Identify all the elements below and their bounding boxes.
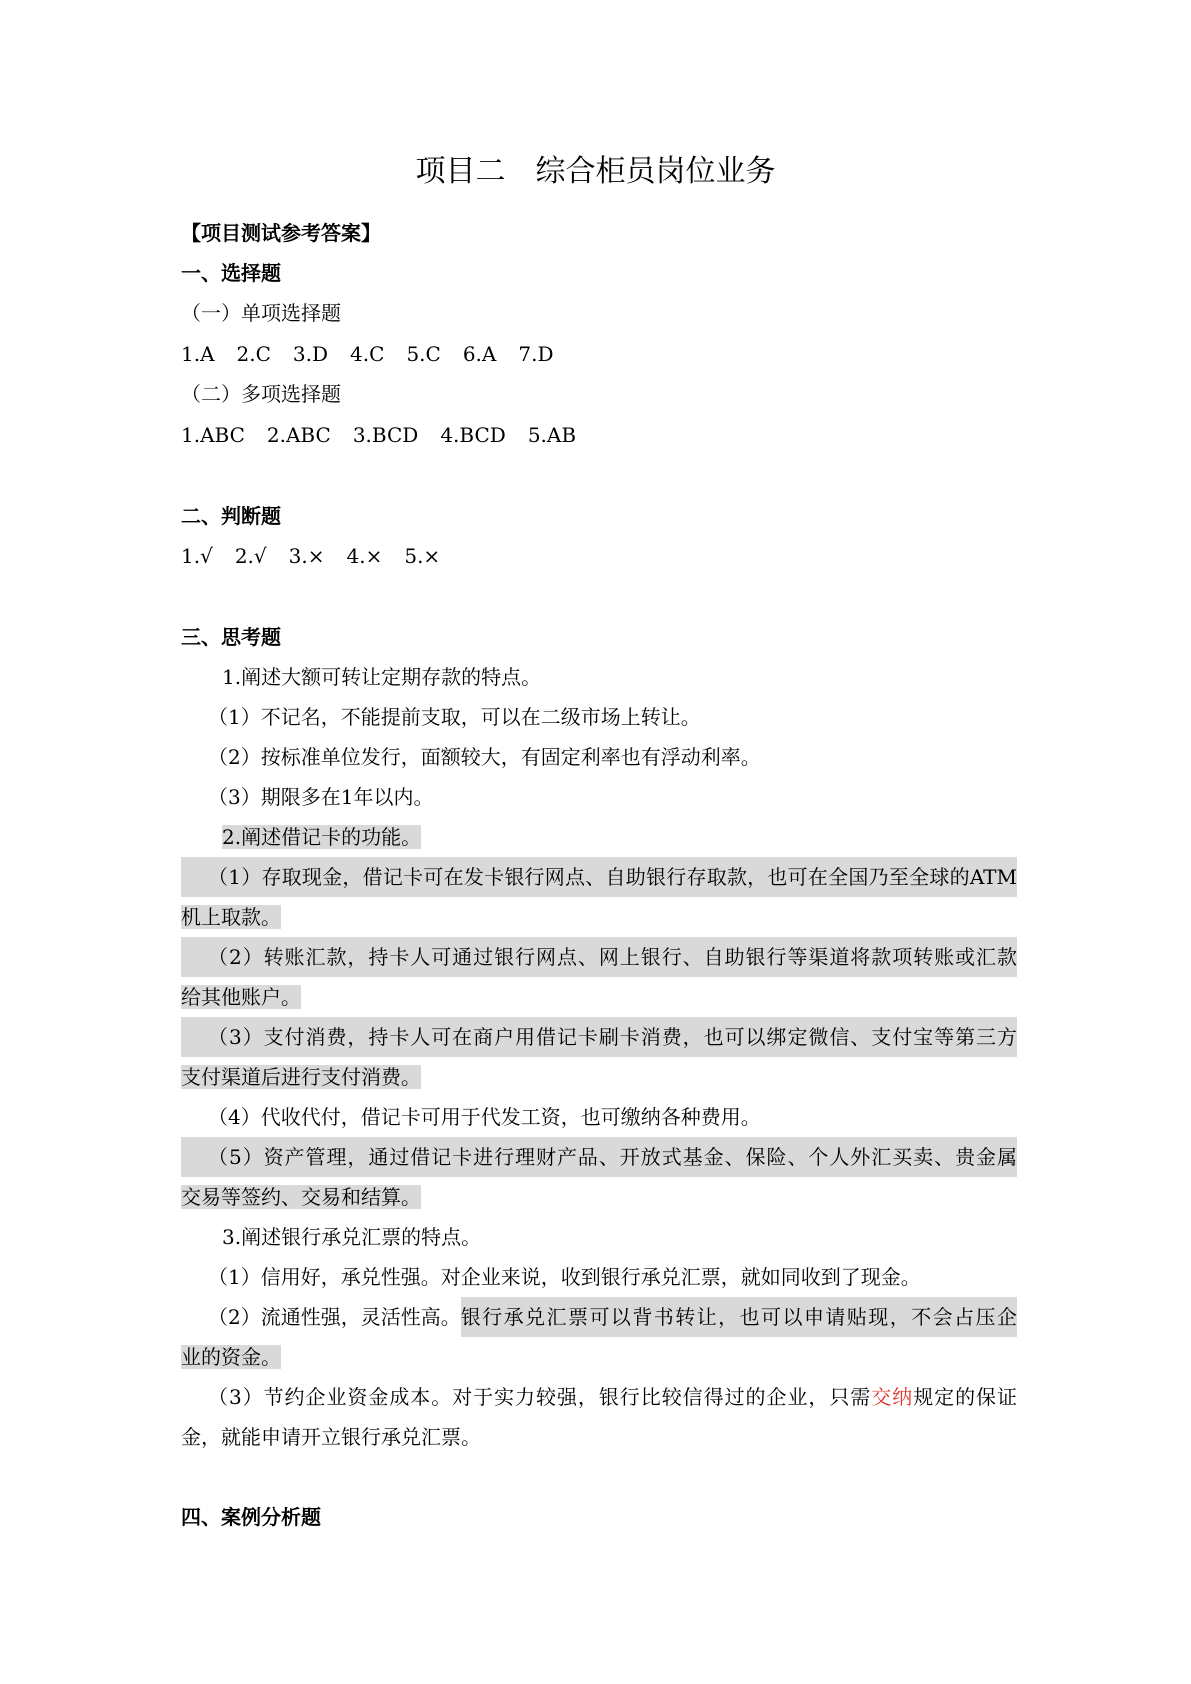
multi-choice-heading: （二）多项选择题: [181, 382, 341, 406]
judgment-answer: 3.×: [288, 544, 325, 568]
question-1-item-2: （2）按标准单位发行，面额较大，有固定利率也有浮动利率。: [208, 745, 761, 769]
section-heading-case: 四、案例分析题: [181, 1505, 321, 1529]
question-2-item-5-line-2: [181, 1177, 1017, 1217]
question-3-item-2-highlight: 银行承兑汇票可以背书转让，也可以申请贴现，不会占压企: [461, 1297, 1017, 1337]
section-heading-judgment: 二、判断题: [181, 504, 281, 528]
multi-choice-answer: 3.BCD: [352, 423, 419, 447]
question-2-item-3-line-2: [181, 1057, 1017, 1097]
section-heading-choice: 一、选择题: [181, 261, 281, 285]
question-2-item-2-line-2-text: 给其他账户。: [181, 985, 301, 1009]
question-3-item-3-line-1: [181, 1377, 1017, 1417]
judgment-answer: 4.×: [346, 544, 383, 568]
question-1-item-3: （3）期限多在1年以内。: [208, 785, 434, 809]
question-2: [181, 817, 1017, 857]
single-choice-answer: 4.C: [350, 342, 385, 366]
multi-choice-answers: [181, 415, 1017, 455]
question-2-item-3-line-1: （3）支付消费，持卡人可在商户用借记卡刷卡消费，也可以绑定微信、支付宝等第三方: [181, 1017, 1017, 1057]
judgment-answer: 5.×: [404, 544, 441, 568]
question-3-item-2-plain: （2）流通性强，灵活性高。: [208, 1305, 461, 1329]
multi-choice-answer: 2.ABC: [266, 423, 331, 447]
question-1: 1.阐述大额可转让定期存款的特点。: [222, 665, 542, 689]
question-3-item-3-line-2: 金，就能申请开立银行承兑汇票。: [181, 1425, 481, 1449]
judgment-answer: 1.√: [181, 544, 213, 568]
question-2-text: 2.阐述借记卡的功能。: [222, 825, 422, 849]
question-2-item-5-line-2-text: 交易等签约、交易和结算。: [181, 1185, 421, 1209]
single-choice-answers: [181, 334, 1017, 374]
multi-choice-answer: 4.BCD: [440, 423, 506, 447]
question-3: 3.阐述银行承兑汇票的特点。: [222, 1225, 482, 1249]
question-1-item-1: （1）不记名，不能提前支取，可以在二级市场上转让。: [208, 705, 701, 729]
multi-choice-answer: 1.ABC: [181, 423, 245, 447]
question-3-item-3-pre: （3）节约企业资金成本。对于实力较强，银行比较信得过的企业，只需: [208, 1385, 872, 1409]
question-2-item-1-line-1: （1）存取现金，借记卡可在发卡银行网点、自助银行存取款，也可在全国乃至全球的ATM: [181, 857, 1017, 897]
judgment-answer: 2.√: [234, 544, 267, 568]
multi-choice-answer: 5.AB: [527, 423, 577, 447]
page-title: 项目二 综合柜员岗位业务: [415, 154, 776, 189]
question-2-item-5-line-1: （5）资产管理，通过借记卡进行理财产品、开放式基金、保险、个人外汇买卖、贵金属: [181, 1137, 1017, 1177]
question-3-item-2-line-2: [181, 1337, 1017, 1377]
question-3-item-2-line-1: [181, 1297, 1017, 1337]
question-2-item-2-line-2: [181, 977, 1017, 1017]
question-3-item-2-line-2-text: 业的资金。: [181, 1345, 281, 1369]
question-3-item-3-post: 规定的保证: [913, 1385, 1018, 1409]
question-2-item-1-line-2: [181, 897, 1017, 937]
question-2-item-4: （4）代收代付，借记卡可用于代发工资，也可缴纳各种费用。: [208, 1105, 761, 1129]
judgment-answers: [181, 536, 1017, 576]
single-choice-answer: 1.A: [181, 342, 215, 366]
single-choice-heading: （一）单项选择题: [181, 301, 341, 325]
single-choice-answer: 3.D: [292, 342, 329, 366]
single-choice-answer: 5.C: [406, 342, 441, 366]
question-3-item-3-red: 交纳: [871, 1385, 914, 1409]
question-2-item-3-line-2-text: 支付渠道后进行支付消费。: [181, 1065, 421, 1089]
question-2-item-2-line-1: （2）转账汇款，持卡人可通过银行网点、网上银行、自助银行等渠道将款项转账或汇款: [181, 937, 1017, 977]
single-choice-answer: 6.A: [462, 342, 497, 366]
single-choice-answer: 7.D: [518, 342, 554, 366]
single-choice-answer: 2.C: [236, 342, 271, 366]
answer-key-label: 【项目测试参考答案】: [181, 221, 381, 245]
question-2-item-1-line-2-text: 机上取款。: [181, 905, 281, 929]
section-heading-thinking: 三、思考题: [181, 625, 281, 649]
question-3-item-1: （1）信用好，承兑性强。对企业来说，收到银行承兑汇票，就如同收到了现金。: [208, 1265, 921, 1289]
